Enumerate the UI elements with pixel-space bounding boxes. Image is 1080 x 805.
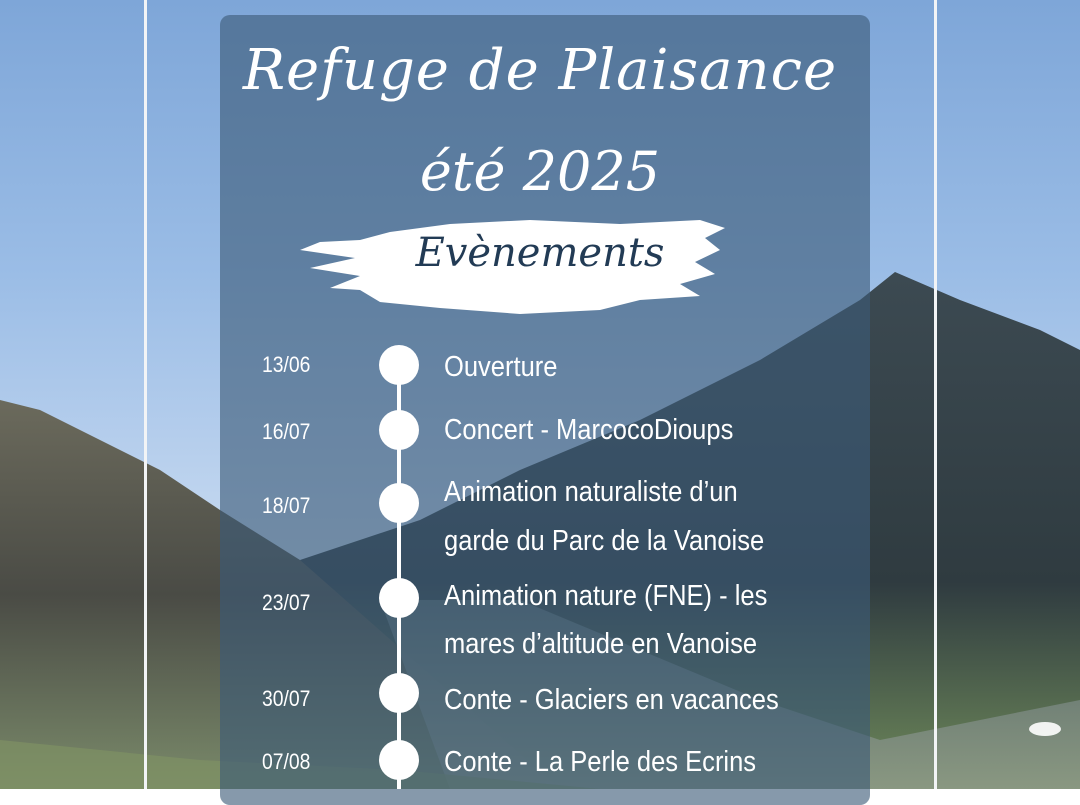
event-title-line1: Animation naturaliste d’un [444, 476, 738, 508]
event-date: 30/07 [262, 686, 311, 711]
event-title: Conte - Glaciers en vacances [444, 684, 779, 716]
timeline-dot-icon [379, 740, 419, 780]
frame-line-left [144, 0, 147, 789]
section-label-events: Evènements [415, 230, 665, 276]
event-date: 07/08 [262, 749, 311, 774]
event-date: 13/06 [262, 352, 311, 377]
event-date: 18/07 [262, 493, 311, 518]
timeline-dot-icon [379, 673, 419, 713]
poster-title: Refuge de Plaisance [242, 38, 838, 103]
timeline-dot-icon [379, 578, 419, 618]
event-title-line2: garde du Parc de la Vanoise [444, 525, 765, 557]
timeline-dot-icon [379, 410, 419, 450]
poster-subtitle-season: été 2025 [419, 140, 661, 203]
timeline-dot-icon [379, 345, 419, 385]
timeline-dot-icon [379, 483, 419, 523]
event-title: Conte - La Perle des Ecrins [444, 746, 757, 778]
event-title-line1: Animation nature (FNE) - les [444, 580, 768, 612]
event-date: 16/07 [262, 419, 311, 444]
event-date: 23/07 [262, 590, 311, 615]
event-title: Ouverture [444, 351, 558, 383]
event-title: Concert - MarcocoDioups [444, 414, 734, 446]
event-title-line2: mares d’altitude en Vanoise [444, 628, 758, 660]
frame-line-right [934, 0, 937, 789]
